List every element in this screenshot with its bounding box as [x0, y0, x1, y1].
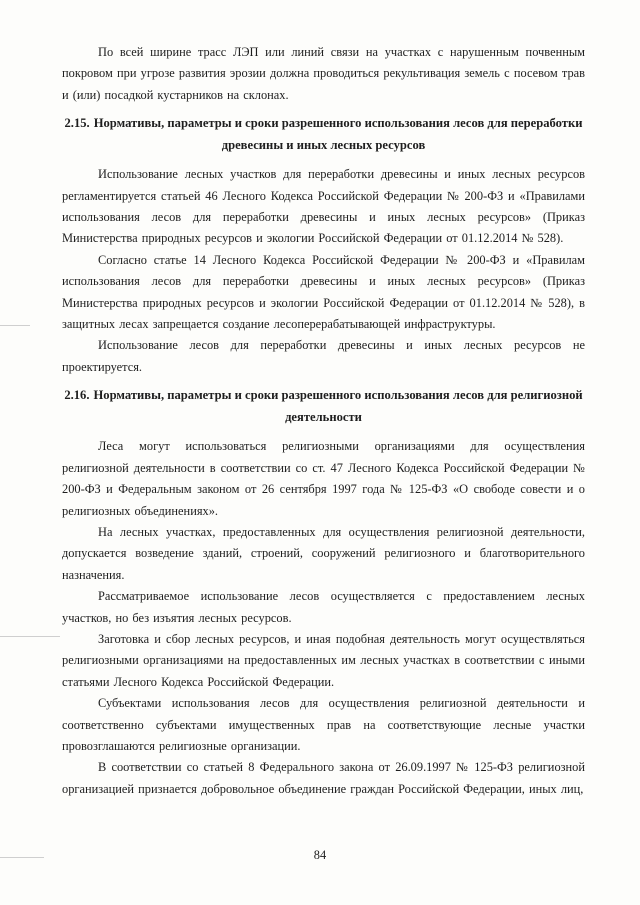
- section-heading: [62, 112, 585, 156]
- section-number: 2.16.: [64, 388, 90, 403]
- paragraph: На лесных участках, предоставленных для осуществления религиозной деятельности, допускается возведение зданий, строений, сооружений религиозного и благотворительного назначения.: [62, 524, 585, 582]
- paragraph: Субъектами использования лесов для осуществления религиозной деятельности и соответственно субъектами имущественных прав на соответствующие лесные участки провозглашаются религиозные организации.: [62, 696, 585, 753]
- scan-artifact: [0, 636, 60, 637]
- paragraph: Рассматриваемое использование лесов осуществляется с предоставлением лесных участков, но без изъятия лесных ресурсов.: [62, 589, 585, 625]
- paragraph: Леса могут использоваться религиозными организациями для осуществления религиозной деятельности в соответствии со ст. 47 Лесного Кодекса Российской Федерации № 200-ФЗ и Федеральным законом от 26 сентября 1997 года № 125-ФЗ «О свободе совести и о религиозных объединениях».: [62, 439, 585, 518]
- page-number: 84: [313, 848, 327, 862]
- paragraph: Заготовка и сбор лесных ресурсов, и иная подобная деятельность могут осуществляться религиозными организациями на предоставленных им лесных участках в соответствии с иными статьями Лесного Кодекса Российской Федерации.: [62, 631, 585, 689]
- section-heading: [62, 384, 585, 428]
- paragraph: Использование лесных участков для переработки древесины и иных лесных ресурсов регламентируется статьей 46 Лесного Кодекса Российской Федерации № 200-ФЗ и «Правилами использования лесов для переработки древесины и иных лесных ресурсов» (Приказ Министерства природных ресурсов и экологии Российской Федерации от 01.12.2014 № 528).: [62, 167, 585, 246]
- paragraph: Использование лесов для переработки древесины и иных лесных ресурсов не проектируется.: [62, 338, 585, 374]
- paragraph: По всей ширине трасс ЛЭП или линий связи на участках с нарушенным почвенным покровом при угрозе развития эрозии должна проводиться рекультивация земель с посевом трав и (или) посадкой кустарников на склонах.: [62, 45, 585, 102]
- paragraph: В соответствии со статьей 8 Федерального закона от 26.09.1997 № 125-ФЗ религиозной организацией признается добровольное объединение граждан Российской Федерации, иных лиц,: [62, 760, 585, 796]
- paragraph: Согласно статье 14 Лесного Кодекса Российской Федерации № 200-ФЗ и «Правилам использования лесов для переработки древесины и иных лесных ресурсов» (Приказ Министерства природных ресурсов и экологии Российской Федерации от 01.12.2014 № 528), в защитных лесах запрещается создание лесоперерабатывающей инфраструктуры.: [62, 252, 585, 332]
- section-number: 2.15.: [64, 116, 90, 131]
- section-title: Нормативы, параметры и сроки разрешенного использования лесов для переработки древесины и иных лесных ресурсов: [93, 116, 583, 153]
- section-title: Нормативы, параметры и сроки разрешенного использования лесов для религиозной деятельности: [93, 388, 583, 425]
- document-body: [62, 42, 585, 800]
- scan-artifact: [0, 325, 30, 326]
